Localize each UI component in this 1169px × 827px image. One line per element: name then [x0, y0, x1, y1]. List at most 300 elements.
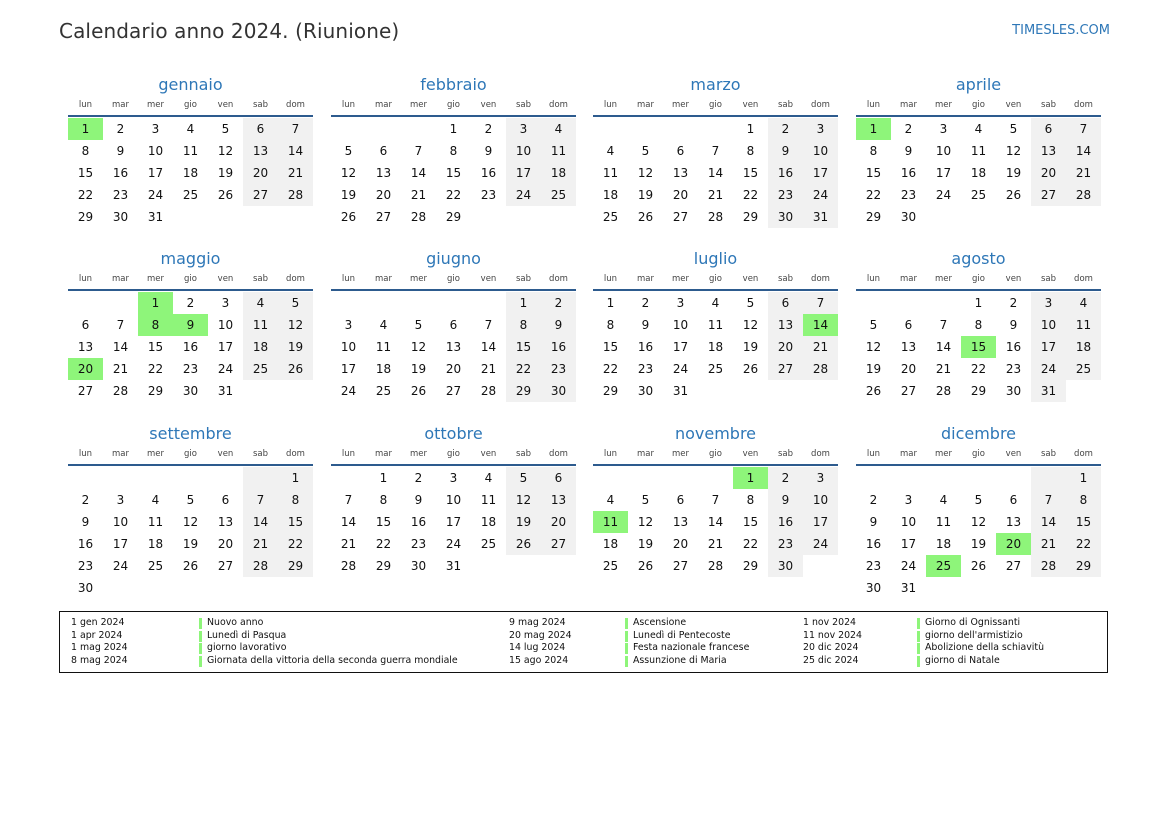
- day-cell[interactable]: 21: [278, 162, 313, 184]
- day-cell[interactable]: 26: [970, 559, 987, 573]
- day-cell[interactable]: 3: [506, 118, 541, 140]
- day-cell[interactable]: 12: [637, 166, 654, 180]
- day-cell[interactable]: 28: [1066, 184, 1101, 206]
- day-cell[interactable]: 23: [410, 537, 427, 551]
- day-cell[interactable]: 7: [116, 318, 125, 332]
- day-cell[interactable]: 24: [900, 559, 917, 573]
- day-cell[interactable]: 1: [278, 467, 313, 489]
- day-cell[interactable]: 7: [1031, 489, 1066, 511]
- day-cell[interactable]: 25: [602, 559, 619, 573]
- day-cell[interactable]: 26: [865, 384, 882, 398]
- day-cell[interactable]: 28: [278, 184, 313, 206]
- day-cell[interactable]: 17: [803, 162, 838, 184]
- day-cell[interactable]: 10: [672, 318, 689, 332]
- day-cell[interactable]: 3: [344, 318, 353, 332]
- day-cell[interactable]: 27: [541, 533, 576, 555]
- day-cell[interactable]: 11: [970, 144, 987, 158]
- day-cell[interactable]: 20: [243, 162, 278, 184]
- day-cell[interactable]: 1: [746, 122, 755, 136]
- day-cell[interactable]: 10: [803, 140, 838, 162]
- day-cell[interactable]: 14: [278, 140, 313, 162]
- day-cell[interactable]: 19: [340, 188, 357, 202]
- day-cell[interactable]: 26: [182, 559, 199, 573]
- day-cell[interactable]: 24: [935, 188, 952, 202]
- day-cell[interactable]: 13: [243, 140, 278, 162]
- day-cell[interactable]: 24: [112, 559, 129, 573]
- day-cell[interactable]: 28: [935, 384, 952, 398]
- day-cell[interactable]: 20: [900, 362, 917, 376]
- day-cell[interactable]: 23: [637, 362, 654, 376]
- day-cell[interactable]: 13: [445, 340, 462, 354]
- day-cell[interactable]: 2: [1009, 296, 1018, 310]
- day-cell[interactable]: 31: [1031, 380, 1066, 402]
- day-cell[interactable]: 21: [1031, 533, 1066, 555]
- day-cell[interactable]: 6: [243, 118, 278, 140]
- day-cell[interactable]: 9: [541, 314, 576, 336]
- day-cell[interactable]: 21: [480, 362, 497, 376]
- day-cell[interactable]: 18: [480, 515, 497, 529]
- day-cell[interactable]: 10: [506, 140, 541, 162]
- day-cell[interactable]: 4: [606, 493, 615, 507]
- day-cell[interactable]: 5: [974, 493, 983, 507]
- day-cell[interactable]: 30: [541, 380, 576, 402]
- day-cell[interactable]: 15: [602, 340, 619, 354]
- day-cell[interactable]: 13: [217, 515, 234, 529]
- day-cell[interactable]: 16: [1005, 340, 1022, 354]
- day-cell[interactable]: 20: [672, 537, 689, 551]
- day-cell[interactable]: 10: [900, 515, 917, 529]
- day-cell[interactable]: 9: [869, 515, 878, 529]
- day-cell[interactable]: 11: [1066, 314, 1101, 336]
- day-cell[interactable]: 24: [147, 188, 164, 202]
- day-cell[interactable]: 4: [1066, 292, 1101, 314]
- day-cell[interactable]: 23: [1005, 362, 1022, 376]
- day-cell[interactable]: 2: [904, 122, 913, 136]
- day-cell[interactable]: 16: [900, 166, 917, 180]
- day-cell[interactable]: 30: [77, 581, 94, 595]
- day-cell[interactable]: 17: [506, 162, 541, 184]
- day-cell[interactable]: 24: [1031, 358, 1066, 380]
- day-cell[interactable]: 4: [541, 118, 576, 140]
- day-cell[interactable]: 4: [974, 122, 983, 136]
- day-cell[interactable]: 31: [803, 206, 838, 228]
- day-cell[interactable]: 16: [112, 166, 129, 180]
- day-cell[interactable]: 31: [147, 210, 164, 224]
- day-cell[interactable]: 10: [112, 515, 129, 529]
- day-cell[interactable]: 26: [637, 210, 654, 224]
- day-cell[interactable]: 7: [484, 318, 493, 332]
- day-cell[interactable]: 5: [344, 144, 353, 158]
- day-cell[interactable]: 22: [1066, 533, 1101, 555]
- day-cell[interactable]: 4: [186, 122, 195, 136]
- day-cell[interactable]: 5: [869, 318, 878, 332]
- day-cell[interactable]: 27: [1005, 559, 1022, 573]
- day-cell[interactable]: 30: [900, 210, 917, 224]
- day-cell[interactable]: 15: [961, 336, 996, 358]
- day-cell[interactable]: 31: [445, 559, 462, 573]
- day-cell[interactable]: 10: [147, 144, 164, 158]
- day-cell[interactable]: 15: [865, 166, 882, 180]
- day-cell[interactable]: 28: [1031, 555, 1066, 577]
- day-cell[interactable]: 1: [606, 296, 615, 310]
- day-cell[interactable]: 6: [904, 318, 913, 332]
- day-cell[interactable]: 7: [344, 493, 353, 507]
- day-cell[interactable]: 22: [278, 533, 313, 555]
- day-cell[interactable]: 19: [865, 362, 882, 376]
- day-cell[interactable]: 15: [506, 336, 541, 358]
- day-cell[interactable]: 22: [147, 362, 164, 376]
- day-cell[interactable]: 17: [147, 166, 164, 180]
- day-cell[interactable]: 8: [506, 314, 541, 336]
- day-cell[interactable]: 6: [221, 493, 230, 507]
- day-cell[interactable]: 4: [151, 493, 160, 507]
- day-cell[interactable]: 15: [445, 166, 462, 180]
- day-cell[interactable]: 14: [803, 314, 838, 336]
- day-cell[interactable]: 1: [68, 118, 103, 140]
- day-cell[interactable]: 25: [541, 184, 576, 206]
- day-cell[interactable]: 30: [410, 559, 427, 573]
- day-cell[interactable]: 20: [68, 358, 103, 380]
- day-cell[interactable]: 23: [541, 358, 576, 380]
- day-cell[interactable]: 6: [768, 292, 803, 314]
- day-cell[interactable]: 11: [593, 511, 628, 533]
- day-cell[interactable]: 26: [278, 358, 313, 380]
- day-cell[interactable]: 28: [340, 559, 357, 573]
- day-cell[interactable]: 14: [707, 515, 724, 529]
- day-cell[interactable]: 10: [217, 318, 234, 332]
- day-cell[interactable]: 13: [672, 166, 689, 180]
- day-cell[interactable]: 13: [77, 340, 94, 354]
- day-cell[interactable]: 3: [221, 296, 230, 310]
- day-cell[interactable]: 29: [278, 555, 313, 577]
- day-cell[interactable]: 22: [445, 188, 462, 202]
- day-cell[interactable]: 22: [77, 188, 94, 202]
- day-cell[interactable]: 17: [803, 511, 838, 533]
- day-cell[interactable]: 2: [484, 122, 493, 136]
- day-cell[interactable]: 12: [217, 144, 234, 158]
- day-cell[interactable]: 29: [865, 210, 882, 224]
- day-cell[interactable]: 7: [711, 144, 720, 158]
- day-cell[interactable]: 12: [340, 166, 357, 180]
- day-cell[interactable]: 10: [803, 489, 838, 511]
- day-cell[interactable]: 18: [541, 162, 576, 184]
- day-cell[interactable]: 14: [1031, 511, 1066, 533]
- day-cell[interactable]: 4: [711, 296, 720, 310]
- day-cell[interactable]: 26: [217, 188, 234, 202]
- day-cell[interactable]: 30: [112, 210, 129, 224]
- day-cell[interactable]: 21: [1066, 162, 1101, 184]
- day-cell[interactable]: 16: [637, 340, 654, 354]
- day-cell[interactable]: 13: [1005, 515, 1022, 529]
- day-cell[interactable]: 3: [676, 296, 685, 310]
- day-cell[interactable]: 1: [974, 296, 983, 310]
- day-cell[interactable]: 9: [904, 144, 913, 158]
- day-cell[interactable]: 30: [182, 384, 199, 398]
- day-cell[interactable]: 6: [541, 467, 576, 489]
- day-cell[interactable]: 29: [742, 559, 759, 573]
- day-cell[interactable]: 16: [182, 340, 199, 354]
- day-cell[interactable]: 9: [81, 515, 90, 529]
- day-cell[interactable]: 17: [445, 515, 462, 529]
- day-cell[interactable]: 27: [375, 210, 392, 224]
- day-cell[interactable]: 19: [182, 537, 199, 551]
- day-cell[interactable]: 25: [375, 384, 392, 398]
- day-cell[interactable]: 11: [147, 515, 164, 529]
- day-cell[interactable]: 15: [77, 166, 94, 180]
- day-cell[interactable]: 8: [746, 144, 755, 158]
- day-cell[interactable]: 24: [217, 362, 234, 376]
- day-cell[interactable]: 11: [243, 314, 278, 336]
- day-cell[interactable]: 26: [742, 362, 759, 376]
- day-cell[interactable]: 18: [182, 166, 199, 180]
- day-cell[interactable]: 6: [81, 318, 90, 332]
- day-cell[interactable]: 15: [1066, 511, 1101, 533]
- day-cell[interactable]: 18: [707, 340, 724, 354]
- day-cell[interactable]: 23: [768, 533, 803, 555]
- day-cell[interactable]: 3: [449, 471, 458, 485]
- day-cell[interactable]: 18: [243, 336, 278, 358]
- day-cell[interactable]: 8: [278, 489, 313, 511]
- day-cell[interactable]: 29: [375, 559, 392, 573]
- day-cell[interactable]: 6: [1009, 493, 1018, 507]
- day-cell[interactable]: 8: [1066, 489, 1101, 511]
- day-cell[interactable]: 25: [480, 537, 497, 551]
- day-cell[interactable]: 1: [1066, 467, 1101, 489]
- day-cell[interactable]: 22: [742, 537, 759, 551]
- day-cell[interactable]: 25: [707, 362, 724, 376]
- day-cell[interactable]: 6: [676, 493, 685, 507]
- day-cell[interactable]: 19: [637, 537, 654, 551]
- day-cell[interactable]: 19: [217, 166, 234, 180]
- day-cell[interactable]: 21: [935, 362, 952, 376]
- day-cell[interactable]: 20: [375, 188, 392, 202]
- day-cell[interactable]: 29: [742, 210, 759, 224]
- day-cell[interactable]: 14: [707, 166, 724, 180]
- day-cell[interactable]: 19: [410, 362, 427, 376]
- day-cell[interactable]: 27: [445, 384, 462, 398]
- day-cell[interactable]: 29: [445, 210, 462, 224]
- day-cell[interactable]: 27: [900, 384, 917, 398]
- day-cell[interactable]: 8: [869, 144, 878, 158]
- day-cell[interactable]: 23: [900, 188, 917, 202]
- day-cell[interactable]: 8: [379, 493, 388, 507]
- day-cell[interactable]: 27: [672, 210, 689, 224]
- day-cell[interactable]: 11: [480, 493, 497, 507]
- day-cell[interactable]: 4: [379, 318, 388, 332]
- day-cell[interactable]: 8: [974, 318, 983, 332]
- day-cell[interactable]: 9: [173, 314, 208, 336]
- day-cell[interactable]: 21: [410, 188, 427, 202]
- day-cell[interactable]: 13: [541, 489, 576, 511]
- day-cell[interactable]: 3: [151, 122, 160, 136]
- day-cell[interactable]: 1: [733, 467, 768, 489]
- day-cell[interactable]: 9: [768, 140, 803, 162]
- day-cell[interactable]: 17: [672, 340, 689, 354]
- day-cell[interactable]: 5: [746, 296, 755, 310]
- day-cell[interactable]: 21: [112, 362, 129, 376]
- day-cell[interactable]: 14: [243, 511, 278, 533]
- day-cell[interactable]: 7: [1066, 118, 1101, 140]
- day-cell[interactable]: 5: [414, 318, 423, 332]
- day-cell[interactable]: 20: [996, 533, 1031, 555]
- day-cell[interactable]: 12: [506, 489, 541, 511]
- day-cell[interactable]: 30: [768, 555, 803, 577]
- day-cell[interactable]: 13: [672, 515, 689, 529]
- day-cell[interactable]: 2: [186, 296, 195, 310]
- day-cell[interactable]: 15: [147, 340, 164, 354]
- day-cell[interactable]: 7: [414, 144, 423, 158]
- day-cell[interactable]: 30: [768, 206, 803, 228]
- day-cell[interactable]: 22: [506, 358, 541, 380]
- day-cell[interactable]: 16: [77, 537, 94, 551]
- day-cell[interactable]: 31: [217, 384, 234, 398]
- day-cell[interactable]: 28: [707, 210, 724, 224]
- day-cell[interactable]: 17: [112, 537, 129, 551]
- day-cell[interactable]: 24: [340, 384, 357, 398]
- day-cell[interactable]: 5: [641, 144, 650, 158]
- day-cell[interactable]: 6: [449, 318, 458, 332]
- day-cell[interactable]: 16: [480, 166, 497, 180]
- day-cell[interactable]: 1: [856, 118, 891, 140]
- day-cell[interactable]: 17: [935, 166, 952, 180]
- day-cell[interactable]: 14: [1066, 140, 1101, 162]
- day-cell[interactable]: 16: [410, 515, 427, 529]
- day-cell[interactable]: 12: [970, 515, 987, 529]
- day-cell[interactable]: 10: [445, 493, 462, 507]
- day-cell[interactable]: 16: [768, 511, 803, 533]
- day-cell[interactable]: 1: [506, 292, 541, 314]
- day-cell[interactable]: 19: [1005, 166, 1022, 180]
- day-cell[interactable]: 8: [81, 144, 90, 158]
- day-cell[interactable]: 18: [147, 537, 164, 551]
- day-cell[interactable]: 16: [865, 537, 882, 551]
- day-cell[interactable]: 29: [970, 384, 987, 398]
- day-cell[interactable]: 3: [1031, 292, 1066, 314]
- brand-link[interactable]: TIMESLES.COM: [1012, 23, 1110, 38]
- day-cell[interactable]: 5: [506, 467, 541, 489]
- day-cell[interactable]: 5: [278, 292, 313, 314]
- day-cell[interactable]: 2: [641, 296, 650, 310]
- day-cell[interactable]: 3: [116, 493, 125, 507]
- day-cell[interactable]: 11: [375, 340, 392, 354]
- day-cell[interactable]: 31: [672, 384, 689, 398]
- day-cell[interactable]: 12: [865, 340, 882, 354]
- day-cell[interactable]: 14: [410, 166, 427, 180]
- day-cell[interactable]: 4: [484, 471, 493, 485]
- day-cell[interactable]: 22: [865, 188, 882, 202]
- day-cell[interactable]: 26: [637, 559, 654, 573]
- day-cell[interactable]: 20: [672, 188, 689, 202]
- day-cell[interactable]: 3: [904, 493, 913, 507]
- day-cell[interactable]: 18: [602, 188, 619, 202]
- day-cell[interactable]: 7: [939, 318, 948, 332]
- day-cell[interactable]: 27: [217, 559, 234, 573]
- day-cell[interactable]: 4: [243, 292, 278, 314]
- day-cell[interactable]: 10: [340, 340, 357, 354]
- day-cell[interactable]: 28: [803, 358, 838, 380]
- day-cell[interactable]: 18: [935, 537, 952, 551]
- day-cell[interactable]: 30: [637, 384, 654, 398]
- day-cell[interactable]: 11: [707, 318, 724, 332]
- day-cell[interactable]: 25: [602, 210, 619, 224]
- day-cell[interactable]: 21: [707, 537, 724, 551]
- day-cell[interactable]: 11: [541, 140, 576, 162]
- day-cell[interactable]: 18: [970, 166, 987, 180]
- day-cell[interactable]: 7: [278, 118, 313, 140]
- day-cell[interactable]: 25: [1066, 358, 1101, 380]
- day-cell[interactable]: 11: [602, 166, 619, 180]
- day-cell[interactable]: 11: [935, 515, 952, 529]
- day-cell[interactable]: 14: [340, 515, 357, 529]
- day-cell[interactable]: 25: [182, 188, 199, 202]
- day-cell[interactable]: 24: [803, 184, 838, 206]
- day-cell[interactable]: 4: [939, 493, 948, 507]
- day-cell[interactable]: 15: [375, 515, 392, 529]
- day-cell[interactable]: 7: [243, 489, 278, 511]
- day-cell[interactable]: 2: [116, 122, 125, 136]
- day-cell[interactable]: 6: [676, 144, 685, 158]
- day-cell[interactable]: 25: [243, 358, 278, 380]
- day-cell[interactable]: 24: [506, 184, 541, 206]
- day-cell[interactable]: 28: [410, 210, 427, 224]
- day-cell[interactable]: 28: [112, 384, 129, 398]
- day-cell[interactable]: 12: [410, 340, 427, 354]
- day-cell[interactable]: 22: [375, 537, 392, 551]
- day-cell[interactable]: 2: [869, 493, 878, 507]
- day-cell[interactable]: 19: [742, 340, 759, 354]
- day-cell[interactable]: 14: [935, 340, 952, 354]
- day-cell[interactable]: 29: [77, 210, 94, 224]
- day-cell[interactable]: 12: [742, 318, 759, 332]
- day-cell[interactable]: 19: [506, 511, 541, 533]
- day-cell[interactable]: 27: [77, 384, 94, 398]
- day-cell[interactable]: 21: [803, 336, 838, 358]
- day-cell[interactable]: 23: [480, 188, 497, 202]
- day-cell[interactable]: 29: [1066, 555, 1101, 577]
- day-cell[interactable]: 31: [900, 581, 917, 595]
- day-cell[interactable]: 20: [445, 362, 462, 376]
- day-cell[interactable]: 19: [970, 537, 987, 551]
- day-cell[interactable]: 10: [1031, 314, 1066, 336]
- day-cell[interactable]: 7: [711, 493, 720, 507]
- day-cell[interactable]: 5: [186, 493, 195, 507]
- day-cell[interactable]: 19: [278, 336, 313, 358]
- day-cell[interactable]: 9: [116, 144, 125, 158]
- day-cell[interactable]: 30: [865, 581, 882, 595]
- day-cell[interactable]: 1: [138, 292, 173, 314]
- day-cell[interactable]: 15: [742, 166, 759, 180]
- day-cell[interactable]: 13: [375, 166, 392, 180]
- day-cell[interactable]: 6: [379, 144, 388, 158]
- day-cell[interactable]: 8: [746, 493, 755, 507]
- day-cell[interactable]: 10: [935, 144, 952, 158]
- day-cell[interactable]: 9: [484, 144, 493, 158]
- day-cell[interactable]: 15: [742, 515, 759, 529]
- day-cell[interactable]: 23: [768, 184, 803, 206]
- day-cell[interactable]: 12: [1005, 144, 1022, 158]
- day-cell[interactable]: 19: [637, 188, 654, 202]
- day-cell[interactable]: 24: [803, 533, 838, 555]
- day-cell[interactable]: 29: [602, 384, 619, 398]
- day-cell[interactable]: 25: [147, 559, 164, 573]
- day-cell[interactable]: 4: [606, 144, 615, 158]
- day-cell[interactable]: 2: [768, 118, 803, 140]
- day-cell[interactable]: 21: [707, 188, 724, 202]
- day-cell[interactable]: 29: [506, 380, 541, 402]
- day-cell[interactable]: 9: [641, 318, 650, 332]
- day-cell[interactable]: 28: [707, 559, 724, 573]
- day-cell[interactable]: 17: [900, 537, 917, 551]
